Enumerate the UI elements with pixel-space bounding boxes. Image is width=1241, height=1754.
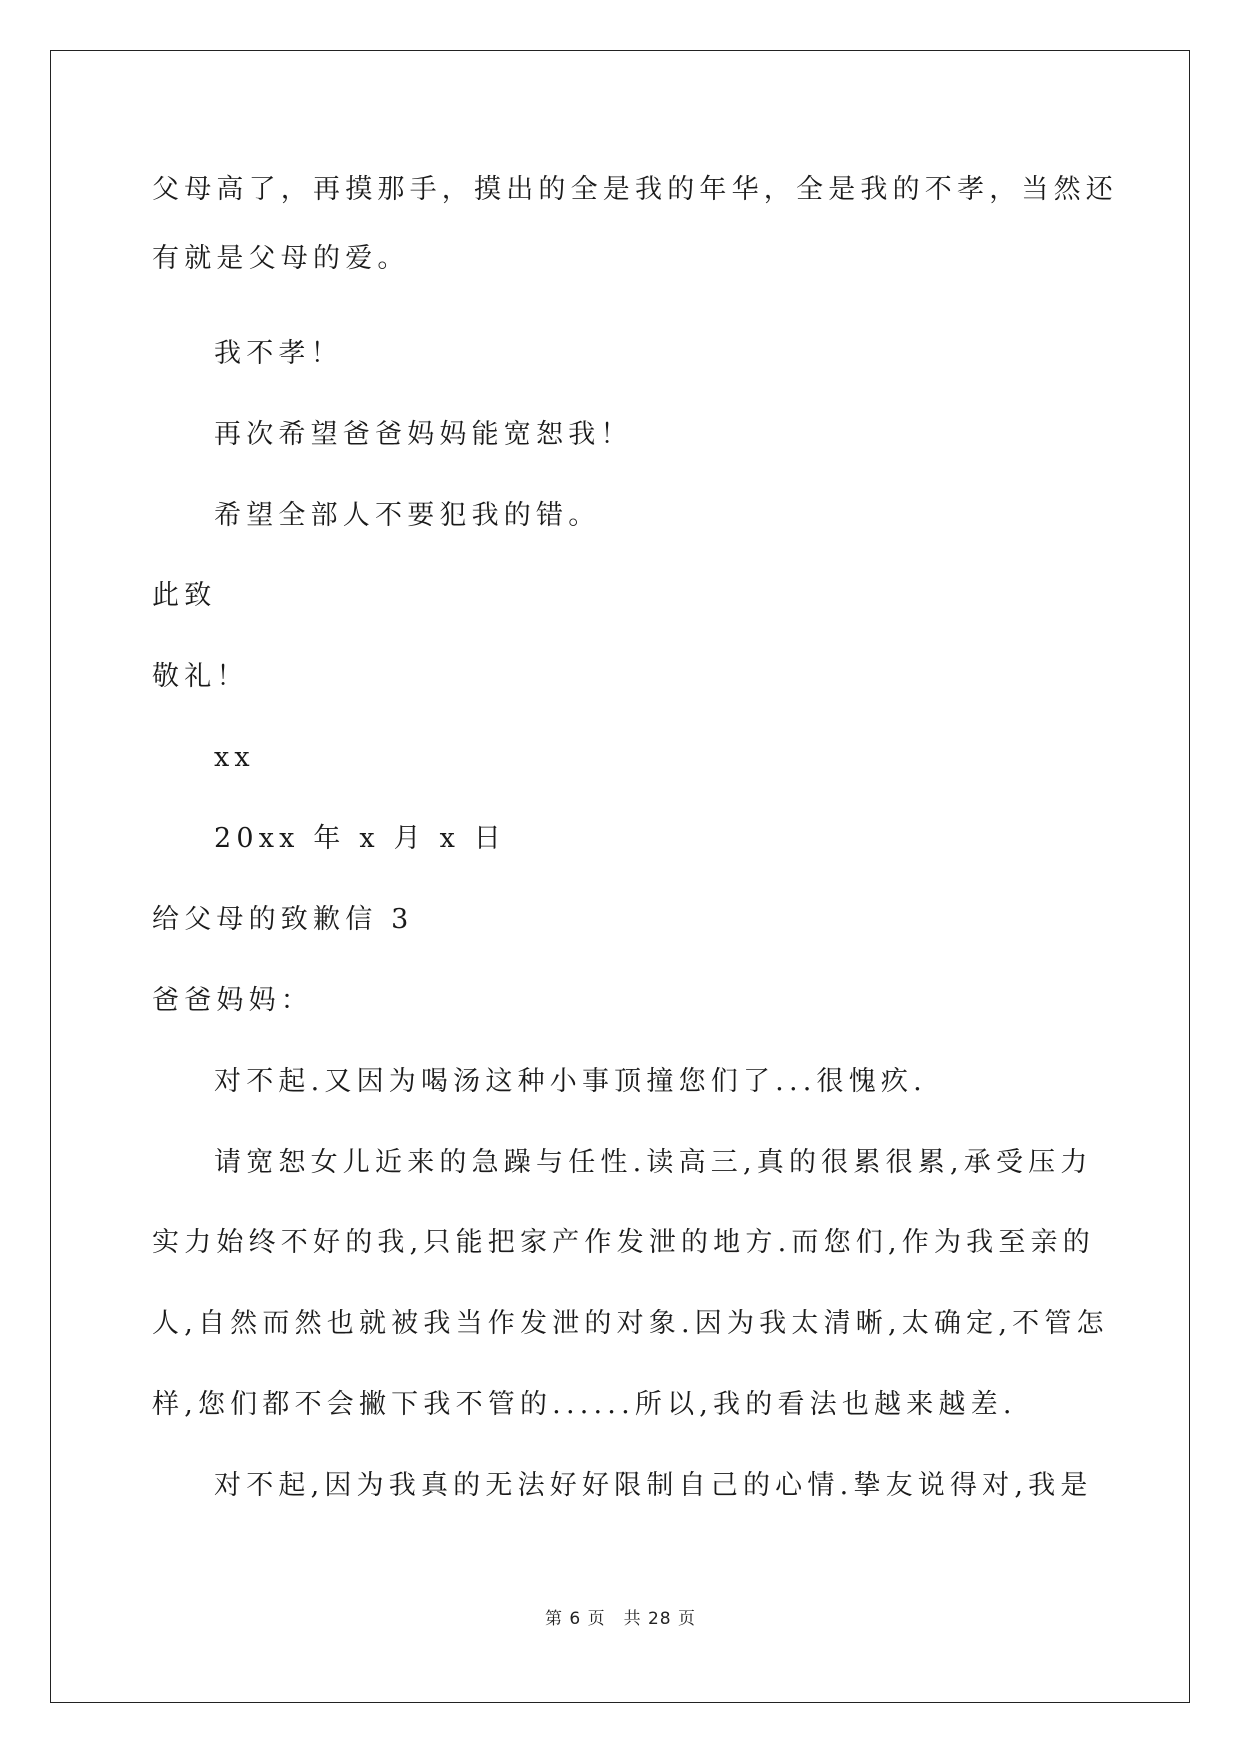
page-border (50, 50, 1190, 1703)
section-heading: 给父母的致歉信 3 (152, 904, 414, 935)
body-line: 对不起,因为我真的无法好好限制自己的心情.挚友说得对,我是 (214, 1470, 1093, 1501)
body-line: 父母高了，再摸那手，摸出的全是我的年华，全是我的不孝，当然还 (152, 174, 1118, 205)
page-total: 共 28 页 (623, 1609, 697, 1629)
body-line: 希望全部人不要犯我的错。 (214, 500, 601, 531)
body-line: 有就是父母的爱。 (152, 243, 410, 274)
page-footer (0, 1604, 1241, 1629)
page-number: 第 6 页 (544, 1609, 606, 1629)
salutation: 爸爸妈妈： (152, 985, 313, 1016)
body-line: 样,您们都不会撇下我不管的......所以,我的看法也越来越差. (152, 1389, 1017, 1420)
body-line: 我不孝！ (214, 338, 343, 369)
body-line: 请宽恕女儿近来的急躁与任性.读高三,真的很累很累,承受压力 (214, 1147, 1093, 1178)
signature-name: xx (214, 742, 255, 773)
body-line: 对不起.又因为喝汤这种小事顶撞您们了...很愧疚. (214, 1066, 927, 1097)
closing-line: 此致 (152, 580, 217, 611)
closing-line: 敬礼！ (152, 661, 249, 692)
signature-date: 20xx 年 x 月 x 日 (214, 823, 506, 854)
body-line: 实力始终不好的我,只能把家产作发泄的地方.而您们,作为我至亲的 (152, 1227, 1095, 1258)
body-line: 再次希望爸爸妈妈能宽恕我！ (214, 419, 633, 450)
body-line: 人,自然而然也就被我当作发泄的对象.因为我太清晰,太确定,不管怎 (152, 1308, 1109, 1339)
